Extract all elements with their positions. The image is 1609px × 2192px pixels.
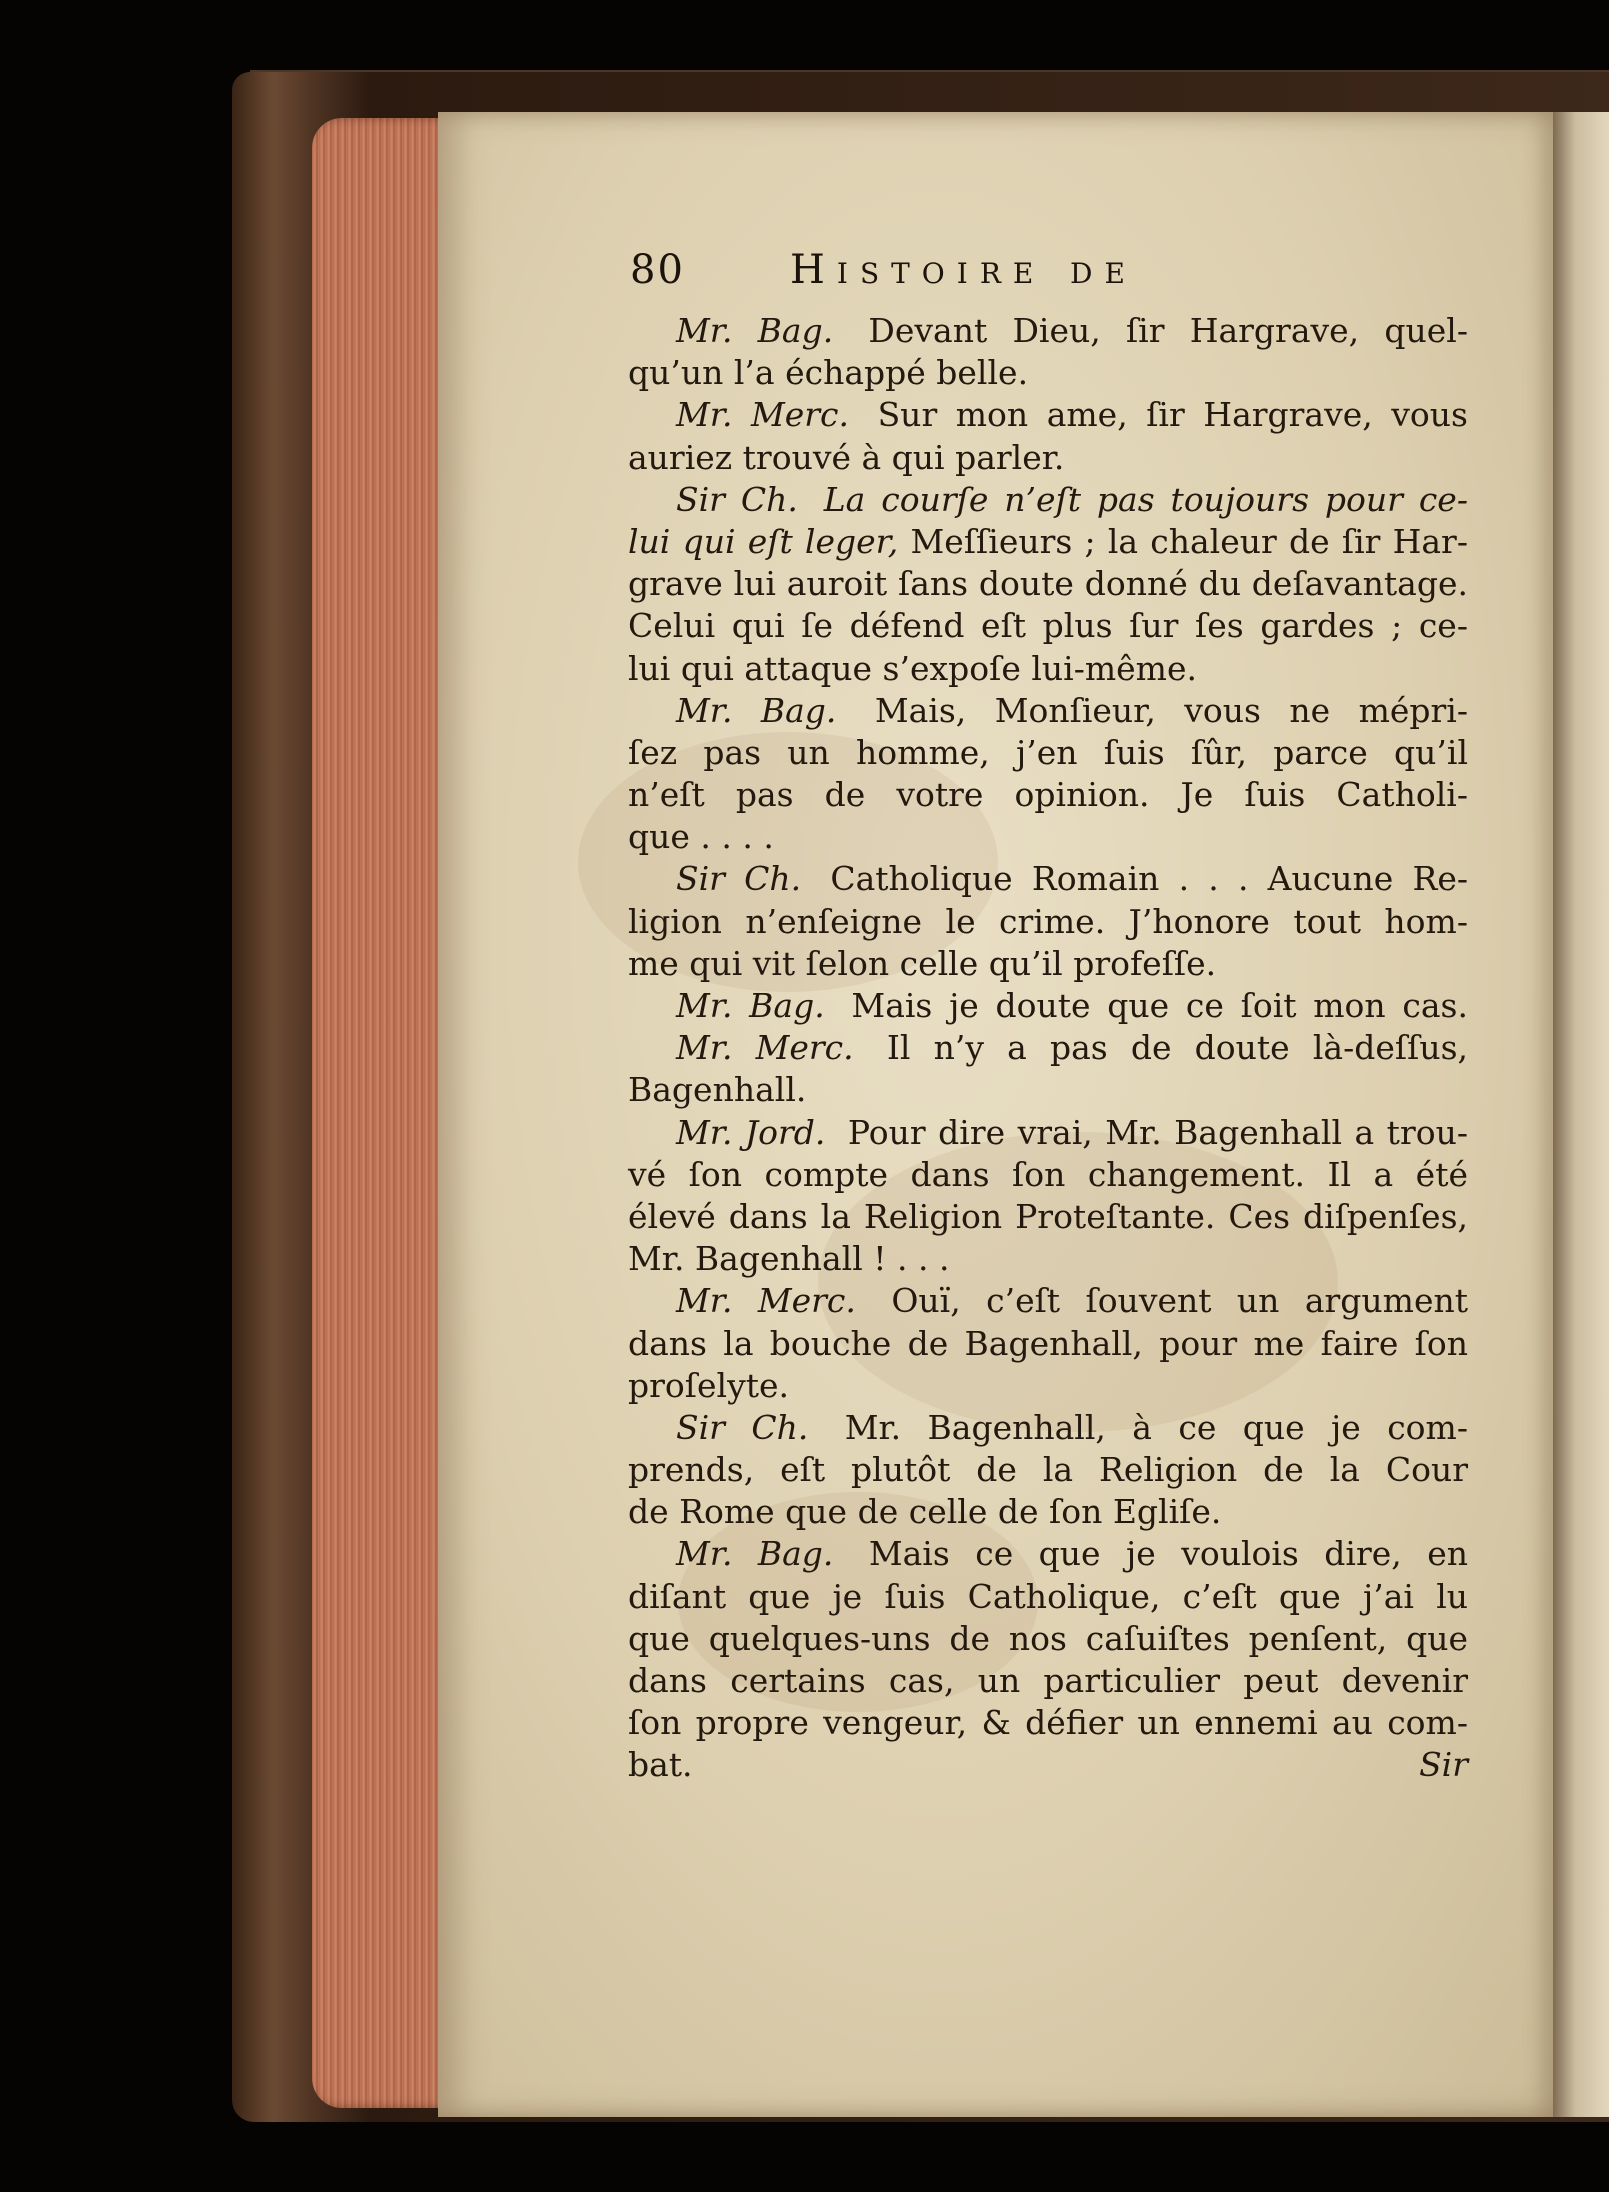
text-line: [628, 690, 1468, 732]
page-edges: [312, 118, 452, 2108]
line-text: Mais ce que je voulois dire, en: [868, 1534, 1468, 1574]
text-line: [628, 1449, 1468, 1491]
line-text: vé ſon compte dans ſon changement. Il a été: [628, 1154, 1468, 1194]
text-line: [628, 648, 1468, 690]
text-line: [628, 774, 1468, 816]
body-text: [628, 310, 1468, 1787]
line-text: n’eſt pas de votre opinion. Je ſuis Catholi-: [628, 775, 1468, 815]
line-text: auriez trouvé à qui parler.: [628, 437, 1065, 477]
text-line: [628, 1618, 1468, 1660]
text-line: [628, 1027, 1468, 1069]
line-text: Celui qui ſe défend eſt plus ſur ſes gardes ; ce-: [628, 606, 1468, 646]
text-line: [628, 1154, 1468, 1196]
text-line: [628, 1280, 1468, 1322]
line-text: que . . . .: [628, 817, 774, 857]
speaker-label: Mr. Merc.: [676, 395, 850, 435]
italic-text: La courſe n’eſt pas toujours pour ce-: [823, 479, 1468, 519]
line-text: Mr. Bagenhall, à ce que je com-: [844, 1407, 1468, 1447]
line-text: ligion n’enſeigne le crime. J’honore tout hom-: [628, 901, 1468, 941]
speaker-label: Mr. Bag.: [676, 311, 834, 350]
speaker-label: Mr. Bag.: [676, 986, 825, 1025]
line-text: élevé dans la Religion Proteſtante. Ces diſpenſes,: [628, 1196, 1468, 1236]
line-text: dans certains cas, un particulier peut devenir: [628, 1661, 1468, 1700]
running-header: [630, 247, 1310, 297]
speaker-label: Mr. Bag.: [676, 690, 837, 730]
text-line: [628, 521, 1468, 563]
line-text: Bagenhall.: [628, 1070, 807, 1110]
text-line: [628, 479, 1468, 521]
text-line: [628, 1407, 1468, 1449]
text-line: [628, 1196, 1468, 1238]
speaker-label: Sir Ch.: [676, 859, 802, 899]
text-line: [628, 1238, 1468, 1280]
text-line: [628, 1576, 1468, 1618]
text-line: [628, 563, 1468, 605]
speaker-label: Mr. Bag.: [676, 1534, 834, 1574]
line-text: qu’un l’a échappé belle.: [628, 353, 1029, 393]
line-text: dans la bouche de Bagenhall, pour me faire ſon: [628, 1323, 1468, 1363]
line-text: Mais je doute que ce ſoit mon cas.: [851, 986, 1468, 1025]
text-line: [628, 901, 1468, 943]
text-line: [628, 858, 1468, 900]
text-line: [628, 985, 1468, 1027]
line-text: diſant que je ſuis Catholique, c’eſt que j’ai lu: [628, 1576, 1468, 1616]
line-text: que quelques-uns de nos caſuiſtes penſent, que: [628, 1618, 1468, 1658]
line-text: ſez pas un homme, j’en ſuis ſûr, parce qu’il: [628, 732, 1468, 772]
text-line: [628, 352, 1468, 394]
text-line: [628, 1702, 1468, 1744]
speaker-label: Mr. Jord.: [676, 1112, 826, 1152]
line-text: lui qui attaque s’expoſe lui-même.: [628, 648, 1197, 688]
text-line: [628, 1112, 1468, 1154]
text-line: [628, 1365, 1468, 1407]
text-line: [628, 816, 1468, 858]
catchword: Sir: [1419, 1745, 1468, 1785]
running-title: Histoire de: [790, 247, 1137, 293]
line-text: me qui vit ſelon celle qu’il profeſſe.: [628, 943, 1217, 983]
line-text: prends, eſt plutôt de la Religion de la Cour: [628, 1450, 1468, 1490]
text-line: [628, 1533, 1468, 1575]
line-text: ſon propre vengeur, & défier un ennemi au com-: [628, 1703, 1468, 1743]
line-text: de Rome que de celle de ſon Egliſe.: [628, 1492, 1222, 1532]
line-text: Mais, Monſieur, vous ne mépri-: [874, 690, 1468, 730]
page-gutter: [1553, 112, 1609, 2117]
line-text: Mr. Bagenhall ! . . .: [628, 1239, 950, 1279]
text-line: [628, 732, 1468, 774]
line-text: bat.: [628, 1745, 693, 1785]
line-text: Il n’y a pas de doute là-deſſus,: [886, 1028, 1468, 1068]
text-line: [628, 1323, 1468, 1365]
speaker-label: Sir Ch.: [676, 479, 798, 519]
line-text: Meſſieurs ; la chaleur de ſir Har-: [910, 521, 1468, 561]
line-text: Sur mon ame, ſir Hargrave, vous: [877, 395, 1468, 435]
speaker-label: Mr. Merc.: [676, 1028, 854, 1068]
text-line: [628, 943, 1468, 985]
text-line: [628, 437, 1468, 479]
line-text: Catholique Romain . . . Aucune Re-: [830, 859, 1468, 899]
speaker-label: Sir Ch.: [676, 1407, 809, 1447]
page-number: 80: [630, 247, 685, 293]
text-line: [628, 1660, 1468, 1702]
text-line: [628, 1744, 1468, 1786]
text-line: [628, 310, 1468, 352]
line-text: Pour dire vrai, Mr. Bagenhall a trou-: [847, 1112, 1468, 1152]
italic-text: lui qui eſt leger,: [628, 521, 899, 561]
line-text: grave lui auroit ſans doute donné du deſavantage.: [628, 564, 1468, 604]
line-text: Devant Dieu, ſir Hargrave, quel-: [868, 311, 1468, 350]
text-line: [628, 1069, 1468, 1111]
line-text: Ouï, c’eſt ſouvent un argument: [891, 1281, 1468, 1321]
text-line: [628, 605, 1468, 647]
line-text: proſelyte.: [628, 1365, 789, 1405]
speaker-label: Mr. Merc.: [676, 1281, 856, 1321]
text-line: [628, 394, 1468, 436]
text-line: [628, 1491, 1468, 1533]
